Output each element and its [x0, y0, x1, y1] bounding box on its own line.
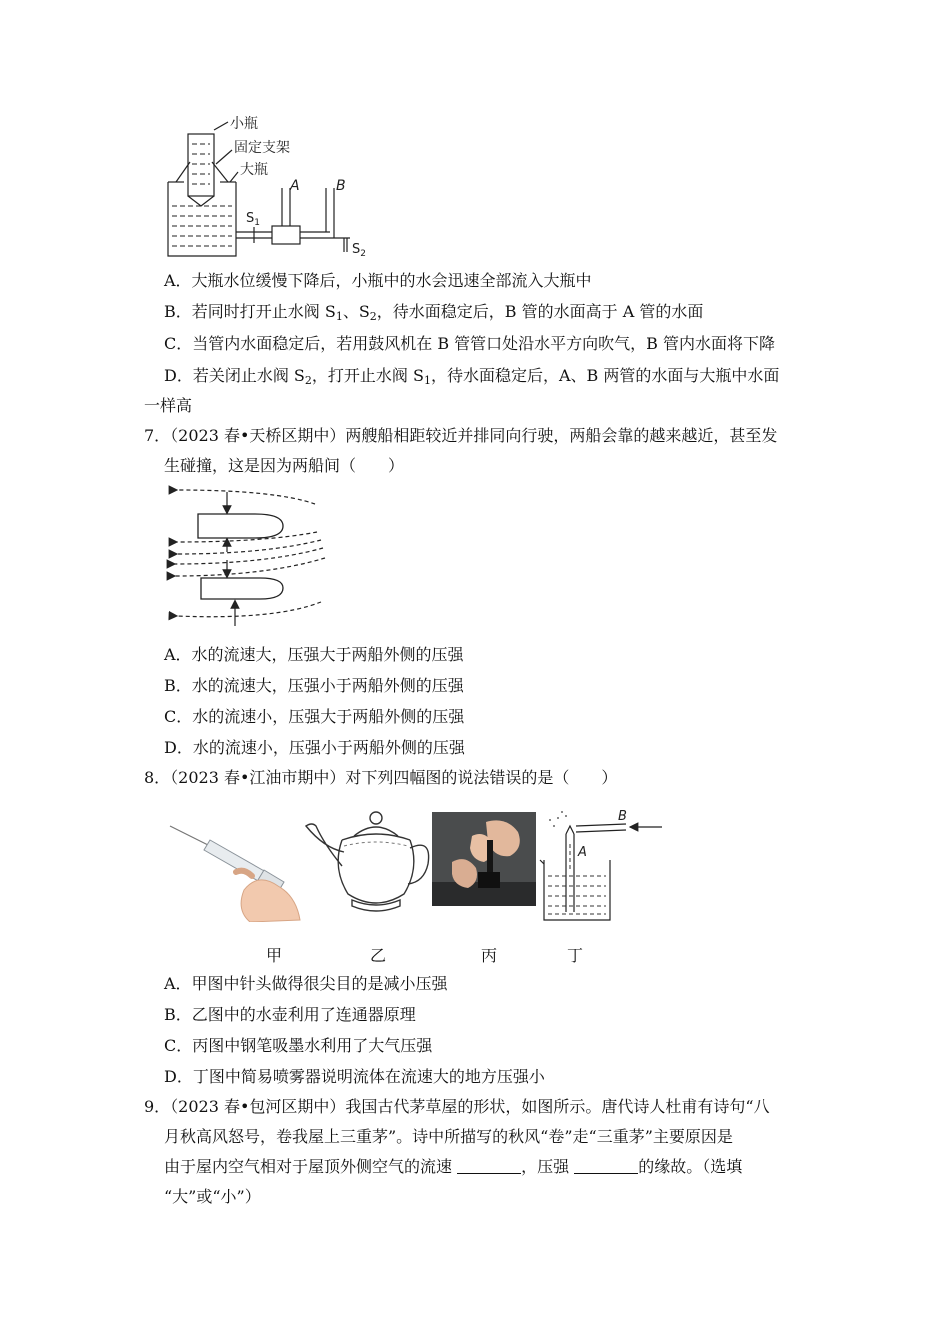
sprayer-label-b: B: [618, 809, 627, 824]
q8-option-b: B．乙图中的水壶利用了连通器原理: [164, 1005, 416, 1024]
q9-line4: “大”或“小”）: [164, 1187, 261, 1206]
caption-bing: 丙: [481, 946, 498, 965]
q7-option-b: B．水的流速大，压强小于两船外侧的压强: [164, 676, 464, 695]
q6-option-a: A．大瓶水位缓慢下降后，小瓶中的水会迅速全部流入大瓶中: [164, 271, 592, 290]
label-valve-s2: $S_2$: [352, 242, 366, 259]
label-tube-a: A: [290, 178, 300, 194]
label-small-bottle: 小瓶: [230, 116, 258, 132]
q8-option-d: D．丁图中简易喷雾器说明流体在流速大的地方压强小: [164, 1067, 545, 1086]
q6-option-c: C．当管内水面稳定后，若用鼓风机在 B 管管口处沿水平方向吹气，B 管内水面将下降: [164, 334, 776, 353]
caption-ding: 丁: [567, 946, 584, 965]
label-valve-s1: $S_1$: [246, 211, 260, 228]
q8-option-c: C．丙图中钢笔吸墨水利用了大气压强: [164, 1036, 433, 1055]
q8-stem: 8．（2023 春•江油市期中）对下列四幅图的说法错误的是（ ）: [144, 768, 618, 787]
label-big-bottle: 大瓶: [240, 162, 268, 178]
q6-option-d-continued: 一样高: [144, 396, 193, 415]
teapot-figure: [302, 808, 432, 920]
q7-option-c: C．水的流速小，压强大于两船外侧的压强: [164, 707, 465, 726]
label-support: 固定支架: [234, 140, 290, 156]
q7-option-d: D．水的流速小，压强小于两船外侧的压强: [164, 738, 465, 757]
caption-jia: 甲: [266, 946, 283, 965]
q6-option-d: D．若关闭止水阀 $S_2$，打开止水阀 $S_1$，待水面稳定后，A、B 两管的水面与大瓶中水面: [164, 366, 780, 387]
q8-option-a: A．甲图中针头做得很尖目的是减小压强: [164, 974, 448, 993]
label-tube-b: B: [336, 178, 346, 194]
answer-blank-1[interactable]: [457, 1159, 521, 1174]
pen-ink-photo: [432, 812, 536, 906]
caption-yi: 乙: [370, 946, 387, 965]
answer-blank-2[interactable]: [574, 1159, 638, 1174]
bottle-apparatus-figure: [160, 110, 400, 260]
q7-stem-line1: 7．（2023 春•天桥区期中）两艘船相距较近并排同向行驶，两船会靠的越来越近，甚至发: [144, 426, 778, 445]
q7-stem-line2: 生碰撞，这是因为两船间（ ）: [164, 456, 405, 475]
two-ships-flow-figure: [165, 482, 335, 632]
syringe-photo: [166, 810, 302, 922]
q9-line1: 9．（2023 春•包河区期中）我国古代茅草屋的形状，如图所示。唐代诗人杜甫有诗句“八: [144, 1097, 770, 1116]
q9-line3: 由于屋内空气相对于屋顶外侧空气的流速 ，压强 的缘故。（选填: [164, 1157, 743, 1176]
sprayer-label-a: A: [578, 845, 587, 860]
q6-option-b: B．若同时打开止水阀 $S_1$、$S_2$，待水面稳定后，B 管的水面高于 A 管的水面: [164, 302, 704, 323]
q7-option-a: A．水的流速大，压强大于两船外侧的压强: [164, 645, 464, 664]
q9-line2: 月秋高风怒号，卷我屋上三重茅”。诗中所描写的秋风“卷”走“三重茅”主要原因是: [164, 1127, 733, 1146]
sprayer-figure: [536, 804, 670, 926]
